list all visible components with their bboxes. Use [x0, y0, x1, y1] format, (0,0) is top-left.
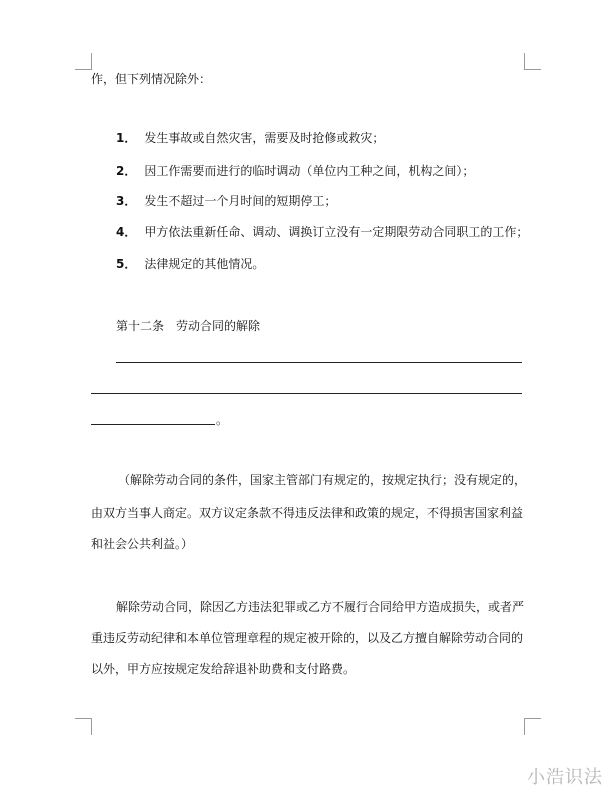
blank-line[interactable] — [116, 362, 522, 363]
note-line: （解除劳动合同的条件，国家主管部门有规定的，按规定执行；没有规定的， — [118, 473, 527, 487]
list-text: 发生不超过一个月时间的短期停工； — [144, 194, 337, 208]
intro-text: 作，但下列情况除外： — [91, 72, 212, 86]
list-number: 1． — [116, 131, 137, 145]
list-number: 5． — [116, 257, 137, 271]
corner-mark-bottom-right — [524, 718, 541, 735]
blank-end-mark: 。 — [216, 413, 229, 427]
list-text: 法律规定的其他情况。 — [144, 257, 265, 271]
corner-mark-bottom-left — [75, 718, 92, 735]
watermark-text: 小浩识法 — [527, 767, 603, 788]
list-item — [116, 163, 474, 179]
list-item — [116, 130, 384, 146]
blank-line[interactable] — [91, 424, 215, 425]
list-text: 发生事故或自然灾害，需要及时抢修或救灾； — [144, 131, 385, 145]
list-item — [116, 224, 528, 240]
corner-mark-top-right — [524, 53, 541, 70]
note-line: 由双方当事人商定。双方议定条款不得违反法律和政策的规定，不得损害国家利益 — [91, 506, 524, 520]
corner-mark-top-left — [75, 53, 92, 70]
list-text: 甲方依法重新任命、调动、调换订立没有一定期限劳动合同职工的工作； — [144, 225, 529, 239]
list-item — [116, 193, 336, 209]
blank-line[interactable] — [91, 393, 522, 394]
list-number: 4． — [116, 225, 137, 239]
paragraph-line: 重违反劳动纪律和本单位管理章程的规定被开除的，以及乙方擅自解除劳动合同的 — [91, 631, 524, 645]
article-heading: 第十二条 劳动合同的解除 — [116, 319, 261, 333]
list-number: 3． — [116, 194, 137, 208]
list-text: 因工作需要而进行的临时调动（单位内工种之间，机构之间）； — [144, 164, 475, 178]
paragraph-line: 解除劳动合同，除因乙方违法犯罪或乙方不履行合同给甲方造成损失，或者严 — [116, 600, 525, 614]
paragraph-line: 以外，甲方应按规定发给辞退补助费和支付路费。 — [91, 662, 356, 676]
note-line: 和社会公共利益。） — [91, 537, 194, 551]
list-number: 2． — [116, 164, 137, 178]
list-item — [116, 256, 264, 272]
